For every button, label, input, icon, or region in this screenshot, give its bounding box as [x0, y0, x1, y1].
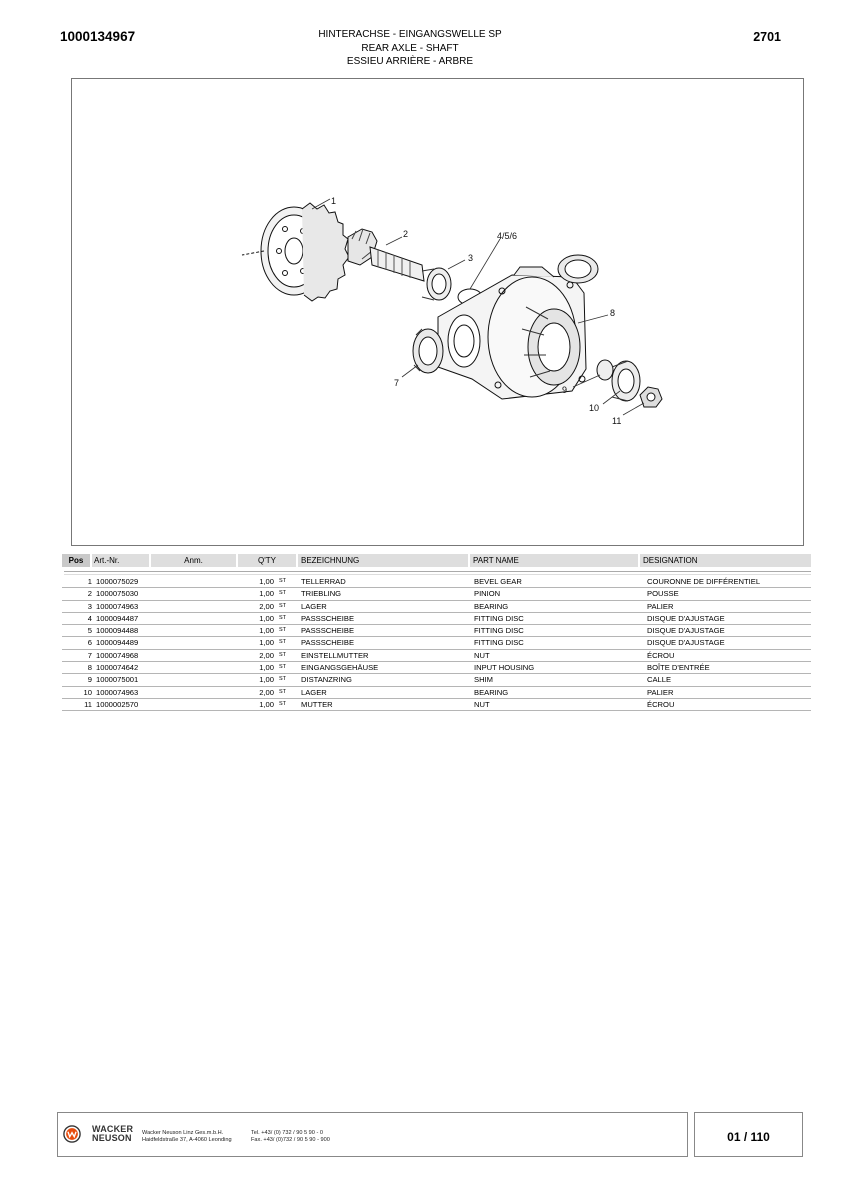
cell-pos: 9 [87, 675, 92, 685]
callout-7: 7 [394, 378, 400, 388]
cell-quantity: 1,00 [259, 626, 274, 636]
cell-unit: ST [279, 664, 287, 671]
title-french: ESSIEU ARRIÈRE - ARBRE [346, 56, 474, 67]
cell-pos: 11 [84, 699, 92, 709]
cell-quantity: 1,00 [259, 577, 274, 586]
header-part-name: PART NAME [470, 554, 638, 567]
cell-article-number: 1000074968 [96, 650, 139, 660]
cell-pos: 1 [87, 577, 92, 586]
callout-4-5-6: 4/5/6 [497, 231, 518, 241]
pinion-part [348, 229, 424, 281]
cell-designation: POUSSE [647, 589, 679, 599]
cell-unit: ST [279, 614, 287, 621]
cell-designation: CALLE [647, 675, 672, 685]
exploded-view-frame [71, 78, 804, 546]
table-header [62, 553, 811, 568]
company-name: Wacker Neuson Linz Ges.m.b.H. [142, 1130, 224, 1136]
table-row [62, 625, 811, 637]
table-body [62, 576, 811, 711]
table-row [62, 662, 811, 674]
cell-article-number: 1000002570 [96, 699, 139, 709]
cell-designation: DISQUE D'AJUSTAGE [647, 638, 725, 648]
cell-part-name: NUT [474, 699, 490, 709]
table-row [62, 637, 811, 649]
cell-bezeichnung: PASSSCHEIBE [301, 613, 355, 623]
cell-part-name: BEARING [474, 687, 509, 697]
company-address [142, 1130, 232, 1144]
wacker-neuson-logo-icon [63, 1125, 81, 1143]
company-contact [251, 1130, 330, 1144]
callout-3: 3 [468, 253, 474, 263]
cell-part-name: FITTING DISC [474, 613, 524, 623]
cell-article-number: 1000074963 [96, 601, 139, 611]
table-row [62, 601, 811, 613]
cell-bezeichnung: MUTTER [301, 699, 333, 709]
cell-pos: 7 [87, 650, 92, 660]
adjusting-nut-part [413, 329, 443, 373]
callout-11: 11 [612, 416, 622, 426]
cell-unit: ST [279, 676, 287, 683]
cell-bezeichnung: PASSSCHEIBE [301, 638, 355, 648]
cell-bezeichnung: EINGANGSGEHÄUSE [301, 663, 379, 673]
table-row [62, 613, 811, 625]
fax: Fax. +43/ (0)732 / 90 5 90 - 900 [251, 1137, 330, 1143]
cell-unit: ST [279, 578, 287, 584]
cell-bezeichnung: LAGER [301, 687, 327, 697]
cell-part-name: BEVEL GEAR [474, 577, 522, 586]
parts-table [62, 553, 811, 709]
cell-part-name: FITTING DISC [474, 626, 524, 636]
cell-bezeichnung: EINSTELLMUTTER [301, 650, 369, 660]
table-row [62, 674, 811, 686]
callout-1: 1 [331, 196, 337, 206]
group-code: 2701 [753, 30, 781, 44]
cell-pos: 8 [87, 663, 92, 673]
input-housing-part [438, 255, 598, 399]
page-number: 01 / 110 [727, 1130, 770, 1144]
header-pos: Pos [62, 554, 90, 567]
header-bezeichnung: BEZEICHNUNG [298, 554, 468, 567]
cell-unit: ST [279, 639, 287, 646]
cell-bezeichnung: DISTANZRING [301, 675, 352, 685]
cell-bezeichnung: PASSSCHEIBE [301, 626, 355, 636]
cell-unit: ST [279, 590, 287, 597]
shim-part [597, 360, 613, 380]
cell-quantity: 1,00 [259, 638, 274, 648]
cell-pos: 4 [87, 613, 92, 623]
cell-part-name: PINION [474, 589, 501, 599]
cell-designation: DISQUE D'AJUSTAGE [647, 613, 725, 623]
header-remark: Anm. [151, 554, 236, 567]
cell-part-name: NUT [474, 650, 490, 660]
cell-quantity: 1,00 [259, 699, 274, 709]
cell-unit: ST [279, 700, 287, 707]
header-designation: DESIGNATION [640, 554, 811, 567]
title-german: HINTERACHSE - EINGANGSWELLE SP [318, 29, 502, 40]
cell-bezeichnung: TELLERRAD [301, 577, 346, 586]
cell-designation: ÉCROU [647, 699, 675, 709]
cell-part-name: SHIM [474, 675, 493, 685]
header-divider [64, 571, 811, 575]
telephone: Tel. +43/ (0) 732 / 90 5 90 - 0 [251, 1130, 323, 1136]
cell-designation: BOÎTE D'ENTRÉE [647, 663, 710, 673]
brand-line-2: NEUSON [92, 1132, 132, 1143]
cell-unit: ST [279, 627, 287, 634]
footer-company-box [57, 1112, 688, 1157]
cell-article-number: 1000074963 [96, 687, 139, 697]
second-bearing-part [612, 361, 640, 401]
callout-8: 8 [610, 308, 616, 318]
cell-bezeichnung: LAGER [301, 601, 327, 611]
cell-article-number: 1000094488 [96, 626, 139, 636]
cell-article-number: 1000094489 [96, 638, 139, 648]
cell-bezeichnung: TRIEBLING [301, 589, 342, 599]
cell-pos: 6 [87, 638, 92, 648]
page-title-block [260, 28, 560, 69]
cell-part-name: BEARING [474, 601, 509, 611]
cell-part-name: FITTING DISC [474, 638, 524, 648]
cell-quantity: 1,00 [259, 663, 274, 673]
table-row [62, 588, 811, 600]
nut-part [640, 387, 662, 407]
cell-article-number: 1000074642 [96, 663, 139, 673]
cell-quantity: 2,00 [259, 601, 274, 611]
table-row [62, 650, 811, 662]
cell-article-number: 1000075030 [96, 589, 139, 599]
header-quantity: Q'TY [238, 554, 296, 567]
bearing-part [422, 268, 451, 300]
table-row [62, 576, 811, 588]
callout-10: 10 [589, 403, 600, 413]
header-article-number: Art.-Nr. [92, 554, 149, 567]
cell-pos: 2 [87, 589, 92, 599]
brand-line-1: WACKER [92, 1124, 134, 1134]
cell-pos: 5 [87, 626, 92, 636]
cell-quantity: 2,00 [259, 687, 274, 697]
cell-pos: 3 [87, 601, 92, 611]
cell-designation: PALIER [647, 601, 674, 611]
table-row [62, 687, 811, 699]
cell-part-name: INPUT HOUSING [474, 663, 535, 673]
cell-designation: PALIER [647, 687, 674, 697]
cell-quantity: 1,00 [259, 613, 274, 623]
exploded-view-drawing [72, 79, 803, 545]
title-english: REAR AXLE - SHAFT [361, 42, 459, 54]
brand-wordmark [92, 1125, 133, 1142]
cell-designation: DISQUE D'AJUSTAGE [647, 626, 725, 636]
callout-2: 2 [403, 229, 409, 239]
cell-designation: ÉCROU [647, 650, 675, 660]
cell-quantity: 1,00 [259, 589, 274, 599]
document-number: 1000134967 [60, 29, 136, 44]
cell-article-number: 1000075001 [96, 675, 139, 685]
table-row [62, 699, 811, 711]
cell-unit: ST [279, 651, 287, 658]
callout-9: 9 [562, 385, 568, 395]
cell-designation: COURONNE DE DIFFÉRENTIEL [647, 577, 761, 586]
page-number-box [694, 1112, 803, 1157]
cell-quantity: 1,00 [259, 675, 274, 685]
cell-pos: 10 [83, 687, 92, 697]
cell-quantity: 2,00 [259, 650, 274, 660]
company-street: Haidfeldstraße 37, A-4060 Leonding [142, 1137, 232, 1143]
cell-unit: ST [279, 688, 287, 695]
cell-article-number: 1000075029 [96, 577, 139, 586]
bevel-gear-part [242, 203, 349, 301]
cell-article-number: 1000094487 [96, 613, 139, 623]
cell-unit: ST [279, 602, 287, 609]
